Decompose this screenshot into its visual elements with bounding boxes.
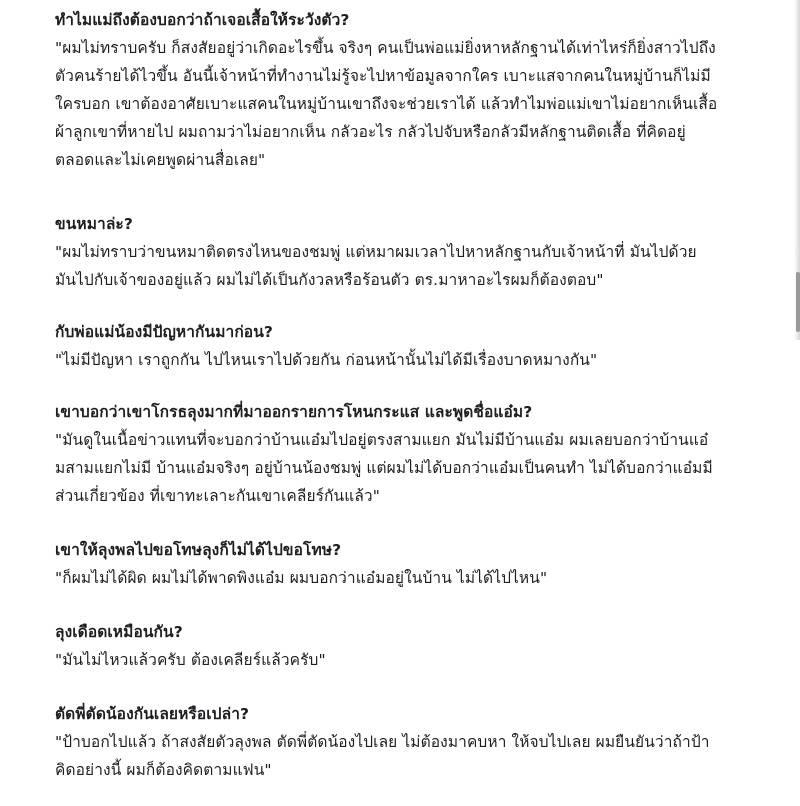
answer-line: "ผมไม่ทราบว่าขนหมาติดตรงไหนของชมพู่ แต่หมาผมเวลาไปหาหลักฐานกับเจ้าหน้าที่ มันไปด้วย (55, 243, 697, 261)
question-heading: กับพ่อแม่น้องมีปัญหากันมาก่อน? (55, 323, 273, 341)
answer-text (55, 346, 597, 374)
answer-text (55, 34, 717, 174)
question-heading: ทำไมแม่ถึงต้องบอกว่าถ้าเจอเสื้อให้ระวังตัว? (55, 11, 350, 29)
answer-line: ผ้าลูกเขาที่หายไป ผมถามว่าไม่อยากเห็น กลัวอะไร กลัวไปจับหรือกลัวมีหลักฐานติดเสื้อ ที่คิดอยู่ (55, 123, 686, 141)
answer-line: "มันดูในเนื้อข่าวแทนที่จะบอกว่าบ้านแอ๋มไปอยู่ตรงสามแยก มันไม่มีบ้านแอ๋ม ผมเลยบอกว่าบ้านแอ๋ (55, 431, 709, 449)
qa-section (55, 536, 547, 592)
answer-line: "ก็ผมไม่ได้ผิด ผมไม่ได้พาดพิงแอ๋ม ผมบอกว่าแอ๋มอยู่ในบ้าน ไม่ได้ไปไหน" (55, 569, 548, 587)
qa-section (55, 398, 713, 510)
answer-line: ตลอดและไม่เคยพูดผ่านสื่อเลย" (55, 151, 266, 169)
answer-line: ส่วนเกี่ยวข้อง ที่เขาทะเลาะกันเขาเคลียร์กันแล้ว" (55, 487, 380, 505)
question-heading: ลุงเดือดเหมือนกัน? (55, 623, 183, 641)
answer-text (55, 646, 326, 674)
answer-line: มสามแยกไม่มี บ้านแอ๋มจริงๆ อยู่บ้านน้องชมพู่ แต่ผมไม่ได้บอกว่าแอ๋มเป็นคนทำ ไม่ได้บอกว่าแอ๋มมี (55, 459, 713, 477)
answer-line: คิดอย่างนี้ ผมก็ต้องคิดตามแฟน" (55, 761, 272, 779)
qa-section (55, 210, 697, 294)
answer-line: "ผมไม่ทราบครับ ก็สงสัยอยู่ว่าเกิดอะไรขึ้น จริงๆ คนเป็นพ่อแม่ยิ่งหาหลักฐานได้เท่าไหร่ก็ยิ่งสาวไปถึง (55, 39, 716, 57)
question-heading: เขาบอกว่าเขาโกรธลุงมากที่มาออกรายการโหนกระแส และพูดชื่อแอ๋ม? (55, 403, 533, 421)
qa-section (55, 618, 326, 674)
answer-line: ใครบอก เขาต้องอาศัยเบาะแสคนในหมู่บ้านเขาถึงจะช่วยเราได้ แล้วทำไมพ่อแม่เขาไม่อยากเห็นเสื้อ (55, 95, 718, 113)
answer-line: "มันไม่ไหวแล้วครับ ต้องเคลียร์แล้วครับ" (55, 651, 326, 669)
scrollbar-thumb[interactable] (796, 272, 800, 332)
qa-section (55, 700, 710, 784)
question-heading: ขนหมาล่ะ? (55, 215, 133, 233)
qa-section (55, 318, 597, 374)
answer-line: "ป้าบอกไปแล้ว ถ้าสงสัยตัวลุงพล ตัดพี่ตัดน้องไปเลย ไม่ต้องมาคบหา ให้จบไปเลย ผมยืนยันว่าถ้าป้า (55, 733, 710, 751)
question-heading: เขาให้ลุงพลไปขอโทษลุงก็ไม่ได้ไปขอโทษ? (55, 541, 342, 559)
question-heading: ตัดพี่ตัดน้องกันเลยหรือเปล่า? (55, 705, 250, 723)
answer-text (55, 564, 547, 592)
qa-section (55, 6, 717, 174)
answer-text (55, 728, 710, 784)
answer-line: มันไปกับเจ้าของอยู่แล้ว ผมไม่ได้เป็นกังวลหรือร้อนตัว ตร.มาหาอะไรผมก็ต้องตอบ" (55, 271, 604, 289)
answer-line: "ไม่มีปัญหา เราถูกกัน ไปไหนเราไปด้วยกัน ก่อนหน้านั้นไม่ได้มีเรื่องบาดหมางกัน" (55, 351, 598, 369)
answer-text (55, 426, 713, 510)
answer-text (55, 238, 697, 294)
answer-line: ตัวคนร้ายได้ไวขึ้น อันนี้เจ้าหน้าที่ทำงานไม่รู้จะไปหาข้อมูลจากใคร เบาะแสจากคนในหมู่บ้านก็ไม่มี (55, 67, 711, 85)
